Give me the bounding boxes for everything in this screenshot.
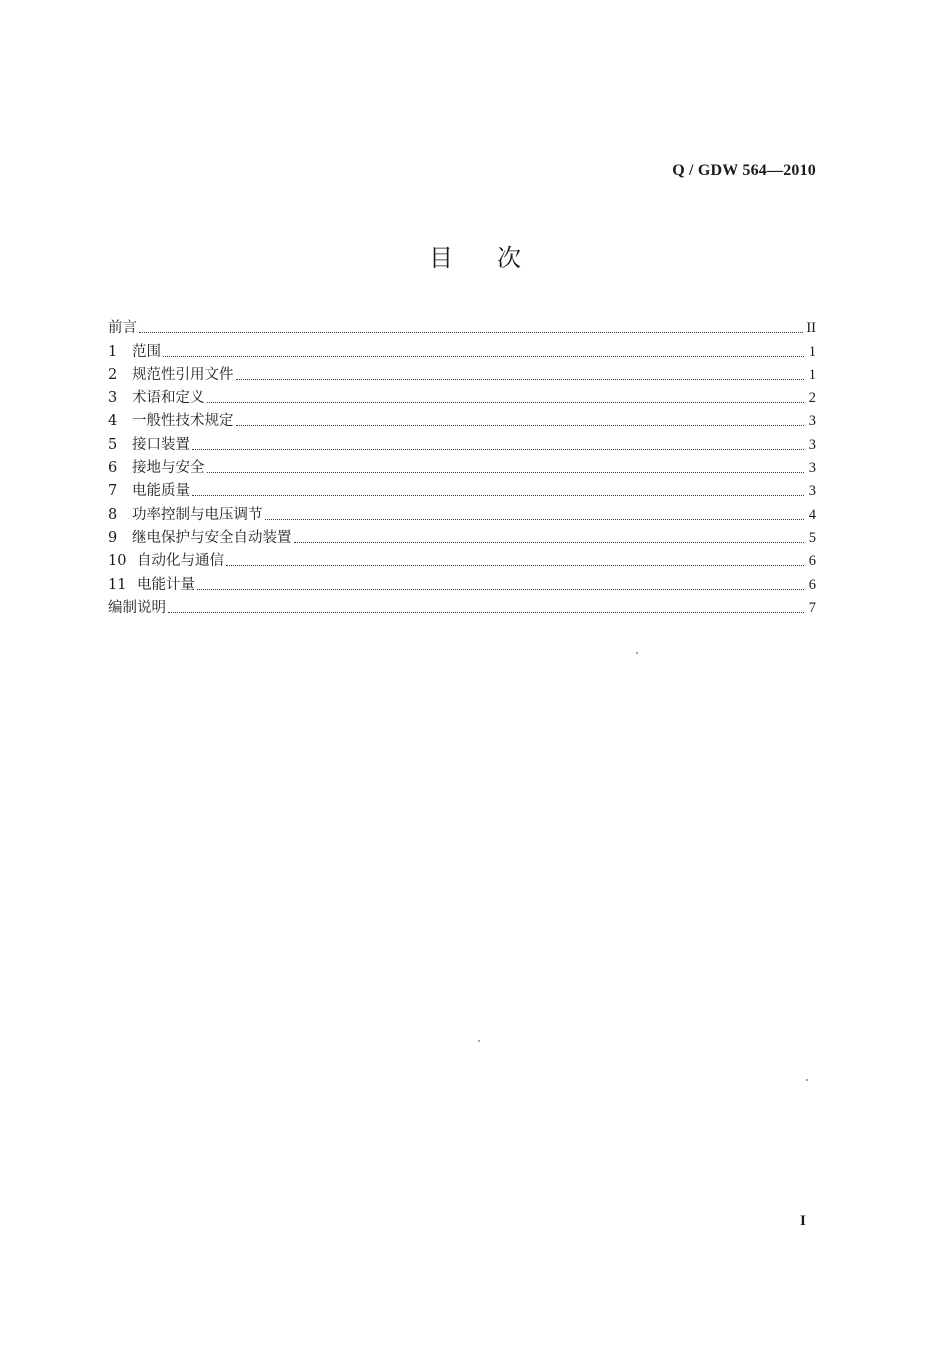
toc-entry-page: 3 [808, 436, 816, 453]
toc-entry-number: 1 [108, 343, 118, 360]
toc-entry-8[interactable] [108, 500, 816, 523]
page-number: I [800, 1213, 806, 1229]
toc-entry-label: 功率控制与电压调节 [132, 506, 263, 523]
toc-entry-label: 电能质量 [132, 483, 190, 500]
toc-entry-preparation-notes[interactable] [108, 594, 816, 617]
toc-entry-number: 8 [108, 506, 118, 523]
toc-entry-5[interactable] [108, 430, 816, 453]
toc-entry-label: 继电保护与安全自动装置 [132, 529, 292, 546]
toc-entry-page: 4 [808, 506, 816, 523]
toc-entry-11[interactable] [108, 570, 816, 593]
toc-dot-leader [265, 518, 805, 520]
toc-entry-page: 6 [808, 553, 816, 570]
toc-entry-label: 范围 [132, 343, 161, 360]
toc-dot-leader [197, 588, 804, 590]
scan-speck [478, 1040, 480, 1042]
toc-dot-leader [163, 355, 804, 357]
toc-entry-label: 自动化与通信 [137, 553, 224, 570]
toc-entry-number: 10 [108, 553, 127, 570]
toc-entry-page: 7 [808, 599, 816, 616]
toc-entry-page: 1 [808, 343, 816, 360]
toc-entry-label: 编制说明 [108, 599, 166, 616]
toc-entry-page: 2 [808, 390, 816, 407]
toc-dot-leader [207, 401, 805, 403]
toc-dot-leader [207, 471, 805, 473]
toc-entry-7[interactable] [108, 477, 816, 500]
toc-entry-label: 术语和定义 [132, 390, 205, 407]
toc-dot-leader [192, 494, 804, 496]
toc-entry-3[interactable] [108, 384, 816, 407]
toc-dot-leader [139, 331, 803, 333]
toc-title: 目次 [429, 244, 565, 272]
toc-entry-number: 7 [108, 483, 118, 500]
standard-code: Q / GDW 564—2010 [672, 162, 816, 179]
table-of-contents [108, 314, 816, 617]
toc-entry-9[interactable] [108, 524, 816, 547]
toc-dot-leader [236, 378, 805, 380]
toc-entry-page: 6 [808, 576, 816, 593]
toc-entry-number: 5 [108, 436, 118, 453]
toc-dot-leader [192, 448, 804, 450]
scan-speck [806, 1079, 808, 1081]
toc-entry-foreword[interactable] [108, 314, 816, 337]
toc-entry-label: 一般性技术规定 [132, 413, 234, 430]
toc-entry-4[interactable] [108, 407, 816, 430]
toc-entry-2[interactable] [108, 361, 816, 384]
toc-entry-1[interactable] [108, 337, 816, 360]
toc-dot-leader [236, 424, 805, 426]
toc-entry-number: 11 [108, 576, 127, 593]
toc-entry-10[interactable] [108, 547, 816, 570]
toc-entry-label: 前言 [108, 320, 137, 337]
toc-entry-page: 3 [808, 483, 816, 500]
toc-entry-number: 2 [108, 366, 118, 383]
toc-entry-number: 3 [108, 390, 118, 407]
toc-entry-page: 3 [808, 460, 816, 477]
toc-entry-label: 电能计量 [137, 576, 195, 593]
toc-entry-page: 5 [808, 529, 816, 546]
toc-entry-6[interactable] [108, 454, 816, 477]
toc-dot-leader [226, 564, 804, 566]
toc-entry-number: 9 [108, 529, 118, 546]
toc-entry-label: 接地与安全 [132, 460, 205, 477]
toc-entry-page: II [806, 320, 816, 337]
toc-entry-number: 6 [108, 460, 118, 477]
toc-entry-number: 4 [108, 413, 118, 430]
toc-entry-label: 接口装置 [132, 436, 190, 453]
toc-dot-leader [168, 611, 804, 613]
toc-entry-label: 规范性引用文件 [132, 366, 234, 383]
toc-dot-leader [294, 541, 805, 543]
scan-speck [636, 652, 638, 654]
toc-entry-page: 1 [808, 366, 816, 383]
toc-entry-page: 3 [808, 413, 816, 430]
